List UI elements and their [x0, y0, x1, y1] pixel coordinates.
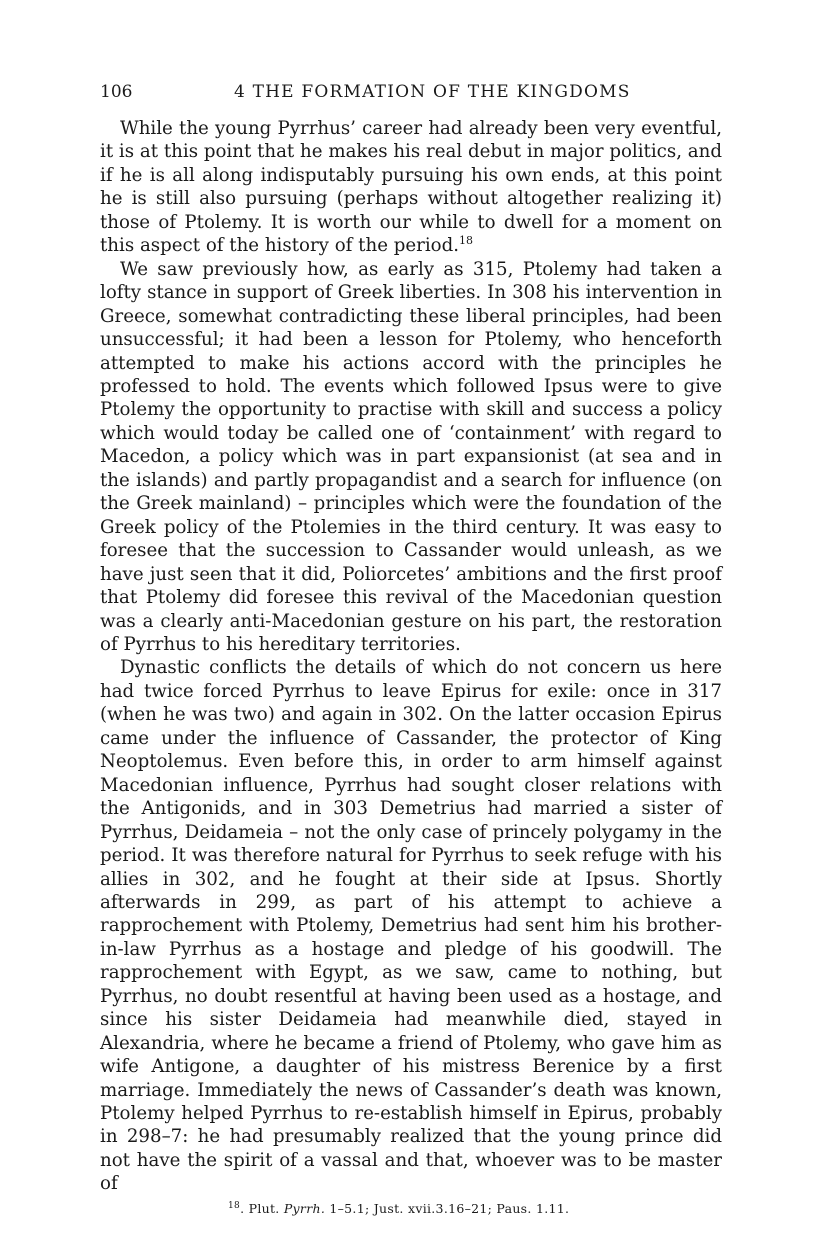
paragraph-text: Dynastic conflicts the details of which do not concern us here had twice forced Pyrrhus to leave Epirus for exile: once in 317 (when he was two) and again in 302. On the latter occasion Epirus came under the influence of Cassander, the protector of King Neoptolemus. Even before this, in order to arm himself against Macedonian influence, Pyrrhus had sought closer relations with the Antigonids, and in 303 Demetrius had married a sister of Pyrrhus, Deidameia – not the only case of princely polygamy in the period. It was therefore natural for Pyrrhus to seek refuge with his allies in 302, and he fought at their side at Ipsus. Shortly afterwards in 299, as part of his attempt to achieve a rapprochement with Ptolemy, Demetrius had sent him his brother-in-law Pyrrhus as a hostage and pledge of his goodwill. The rapprochement with Egypt, as we saw, came to nothing, but Pyrrhus, no doubt resentful at having been used as a hostage, and since his sister Deidameia had meanwhile died, stayed in Alexandria, where he became a friend of Ptolemy, who gave him as wife Antigone, a daughter of his mistress Berenice by a first marriage. Immediately the news of Cassander’s death was known, Ptolemy helped Pyrrhus to re-establish himself in Epirus, probably in 298–7: he had presumably realized that the young prince did not have the spirit of a vassal and that, whoever was to be master of — [100, 657, 722, 1195]
body-text — [100, 117, 722, 1196]
footnote-reference: 18 — [459, 234, 474, 248]
chapter-title: 4 THE FORMATION OF THE KINGDOMS — [234, 82, 631, 102]
paragraph — [100, 258, 722, 657]
page-number: 106 — [100, 82, 133, 102]
footnote-number: 18 — [228, 1201, 241, 1211]
footnote-work-title: Pyrrh. — [283, 1201, 326, 1216]
footnote-citation: 1–5.1; Just. xvii.3.16–21; Paus. 1.11. — [325, 1201, 570, 1216]
running-head — [100, 80, 720, 104]
paragraph-text: While the young Pyrrhus’ career had already been very eventful, it is at this point that he makes his real debut in major politics, and if he is all along indisputably pursuing his own ends, at this point he is still also pursuing (perhaps without altogether realizing it) those of Ptolemy. It is worth our while to dwell for a moment on this aspect of the history of the period. — [100, 118, 722, 257]
footnote-prefix: . Plut. — [240, 1201, 284, 1216]
paragraph — [100, 117, 722, 258]
paragraph — [100, 656, 722, 1195]
footnote — [228, 1200, 728, 1218]
paragraph-text: We saw previously how, as early as 315, Ptolemy had taken a lofty stance in support of Greek liberties. In 308 his intervention in Greece, somewhat contradicting these liberal principles, had been unsuccessful; it had been a lesson for Ptolemy, who henceforth attempted to make his actions accord with the principles he professed to hold. The events which followed Ipsus were to give Ptolemy the opportunity to practise with skill and success a policy which would today be called one of ‘containment’ with regard to Macedon, a policy which was in part expansionist (at sea and in the islands) and partly propagandist and a search for influence (on the Greek mainland) – principles which were the foundation of the Greek policy of the Ptolemies in the third century. It was easy to foresee that the succession to Cassander would unleash, as we have just seen that it did, Poliorcetes’ ambitions and the first proof that Ptolemy did foresee this revival of the Macedonian question was a clearly anti-Macedonian gesture on his part, the restoration of Pyrrhus to his hereditary territories. — [100, 258, 722, 655]
